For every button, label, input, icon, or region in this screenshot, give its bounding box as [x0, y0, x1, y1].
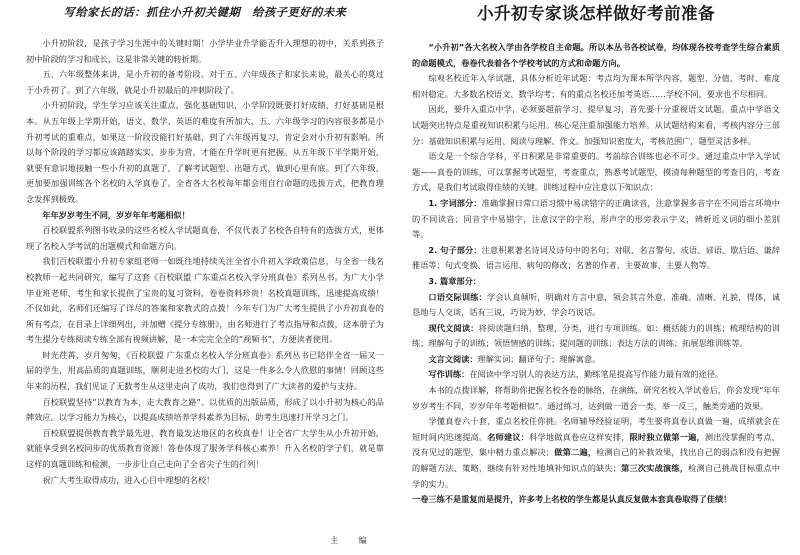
- section-passages-heading: 3. 篇章部分：: [428, 275, 481, 286]
- right-column: [412, 40, 780, 508]
- left-paragraph: 百校联盟坚持“以教育为本，走大教育之路”。以优质的出版品质，形成了以小升初为核心的品牌效应。以学习能力为核心，以提高成绩培养学科素养为目标，助考生迅速打开学习之门。: [26, 396, 384, 423]
- left-paragraph: 祝广大考生取得成功，进入心目中理想的名校！: [42, 474, 215, 485]
- modern-reading-text: 将阅读题归纳，整理，分类，进行专项训练。如：概括能力的训练；梳理结构的训练；理解句子的训练；领悟情感的训练；提问题的训练；表达方法的训练；拓展思维训练等。: [412, 322, 780, 349]
- section-words-heading: 1. 字词部分：: [428, 197, 482, 208]
- oral-training-heading: 口语交际训练：: [428, 291, 488, 302]
- right-lead-paragraph: “小升初”各大名校入学由各学校自主命题。所以本丛书各校试卷，均体现各校考查学生综合素质的命题模式，卷卷代表着各个学校考试的方式和命题方向。: [412, 42, 780, 68]
- classical-reading: [412, 352, 780, 368]
- section-words: [412, 196, 780, 243]
- advice-text-1: 测出没掌握的考点，没有见过的题型，集中精力重点解决；: [412, 431, 780, 458]
- advice-intro: 学懂真卷六十套，重点名校任你挑。名师辅导经验证明，考生要将真卷认真做一遍，成绩就会在短时间内迅速提高。: [412, 416, 780, 442]
- closing-statement: 一卷三练不是重复而是提升，许多考上名校的学生都是认真反复做本套真卷取得了佳绩！: [412, 494, 732, 505]
- left-paragraph: 我们百校联盟小升初专家组老师一如既往地持续关注全省小升初入学政策信息，与全省一线名校教师一起共同研究，编写了这套《百校联盟 广东重点名校入学分班真卷》系列丛书。为广大小学毕业班老师、考生和家长提供了宝贵的复习资料，卷卷资料珍贵！名校真题训练，迅速提高成绩！不仅如此，名师们还编写了详尽的答案和家教式的点拨！今年专门为广大考生提供了小升初真卷的所有考点，在目录上详细列出，并加赠《提分专练册》，由名师进行了考点指导和点拨，这本册子为考生提分专练阅读专练全部有视频讲解，是一本完完全全的“视频书”，方便读者使用。: [26, 256, 384, 345]
- left-paragraph: 五、六年级整体来讲，是小升初的备考阶段。对于五、六年级孩子和家长来说，最关心的莫过于小升初了。到了六年级，就是小升初最后的冲刺阶段了。: [26, 69, 384, 95]
- left-paragraph: 小升初阶段，是孩子学习生涯中的关键时期！小学毕业升学能否升入理想的初中，关系到孩子初中阶段的学习和成长，这是非常关键的转折期。: [26, 38, 384, 64]
- advice-step-1: 限时独立做第一遍，: [629, 431, 705, 442]
- classical-reading-text: 理解实词；翻译句子；理解寓意。: [477, 353, 601, 364]
- left-paragraph: 百校联盟系列图书收录的这些名校入学试题真卷，不仅代表了名校各自特有的选拔方式，更体现了名校入学考试的出题模式和命题方向。: [26, 225, 384, 251]
- writing-training-heading: 写作训练：: [428, 369, 470, 380]
- section-sentences: [412, 243, 780, 274]
- writing-training-text: 在阅读中学习别人的表达方法，勤练笔是提高写作能力最有效的途径。: [469, 369, 724, 380]
- left-paragraph: 百校联盟提供教育教学最先进、教育最发达地区的名校真卷！让全省广大学生从小升初开始，就能享受到名校同步的优质教育资源！答卷体现了服务学科核心素养！升入名校的学子们，就是靠这样的真题训练和检测，一步步让自己走向了全省尖子生的行列！: [26, 427, 384, 470]
- advice-step-2: 做第二遍，: [554, 447, 597, 458]
- modern-reading-heading: 现代文阅读：: [428, 322, 479, 333]
- right-paragraph: 本书的点拨详解，将帮助你把握名校各卷的脉络，在演练，研究名校入学试卷后，你会发现“年年岁岁考生不同，岁岁年年考题相似”。通过练习，达到做一道会一类，举一反三，触类旁通的效果。: [412, 385, 780, 411]
- left-paragraph: 时光荏苒，岁月匆匆，《百校联盟 广东重点名校入学分班真卷》系列丛书已陪伴全省一届又一届的学生，用高品质的真题训练，顺利走进名校的大门，这是一件多么令人欣慰的事情！回顾这些年来的历程，我们见证了无数考生从这里走向了成功，我们也得到了广大读者的爱护与支持。: [26, 349, 384, 392]
- classical-reading-heading: 文言文阅读：: [428, 353, 478, 364]
- right-paragraph: 因此，要升入重点中学，必须要超前学习、提早复习，首先要十分重视语文试题。重点中学语文试题突出特点是重视知识积累与运用。核心是注重加强能力培养。从试题结构来看，考核内容分三部分：基础知识积累与运用、阅读与理解、作文。加强知识密度大，考核范围广，题型灵活多样。: [412, 104, 780, 146]
- practice-advice: [412, 414, 780, 492]
- section-words-text: 准确掌握日常口语习惯中易读错字的正确读音，注意掌握多音字在不同语言环境中的不同读音；同音字中易错字，注意汉字的字形，形声字的形旁表示字义，辨析近义词的细小差别等。: [412, 197, 780, 240]
- oral-training: [412, 290, 780, 321]
- advice-text-0: 科学地做真卷应这样安排，: [529, 431, 630, 442]
- advice-text-3: 检测自己挑战目标重点中学的实力。: [412, 463, 780, 489]
- section-sentences-text: 注意积累著名诗词及诗句中的名句；对联、名言警句、成语、谚语、歇后语、谦辞雅语等；句式变换、语言运用、病句的修改；名著的作者、主要故事、主要人物等。: [412, 244, 780, 271]
- advice-label: 名师建议：: [487, 431, 530, 442]
- right-paragraph: 语文是一个综合学科，平日积累是非常重要的。考前综合训练也必不可少。通过重点中学入学试题——真卷的训练，可以掌握考试题型，考查重点，熟悉考试题型，摸清每种题型的考查目的，考查方式，是我们考试取得佳绩的关键。训练过程中应注意以下知识点：: [412, 151, 780, 193]
- modern-reading: [412, 321, 780, 352]
- section-passages: [412, 274, 780, 290]
- left-paragraph: 小升初阶段，学生学习应该关注重点，强化基础知识，小学阶段既要打好成绩，打好基础是根本。从五年级上学期开始，语文、数学、英语的难度有所加大，五、六年级学习的内容很多都是小升初考试的重难点，如果这一阶段没能打好基础，到了六年级再复习，肯定会对小升初有影响。所以每个阶段的学习都应该踏踏实实，步步为营，才能在升学时更有把握。从五年级下半学期开始，就要有意识地接触一些小升初的真题了，了解考试题型、出题方式，做到心里有底。到了六年级，更加要加强训练各个名校的入学真卷了。全省各大名校每年都会用自行命题的选拔方式，把教育理念发挥到极致。: [26, 100, 384, 204]
- left-bold-heading: 年年岁岁考生不同，岁岁年年考题相似！: [42, 209, 190, 220]
- editor-signature: 主 编: [330, 535, 373, 545]
- right-paragraph: 综观名校近年入学试题，具体分析近年试题：考点均为课本所学内容，题型、分值、考时、难度相对稳定。大多数名校语文、数学均考；有的重点名校还加考英语……学校不同，要求也不尽相同。: [412, 73, 780, 99]
- section-sentences-heading: 2. 句子部分：: [428, 244, 482, 255]
- advice-text-2: 检测自己的补救效果，找出自己的弱点和没有把握的解题方法、策略，继续有针对性地填补知识点的缺失；: [412, 447, 780, 474]
- right-column-title: 小升初专家谈怎样做好考前准备: [477, 4, 715, 23]
- advice-step-3: 第三次实战演练，: [621, 463, 689, 474]
- left-column: [26, 36, 384, 488]
- oral-training-text: 学会认真倾听，明确对方言中意，领会其言外意，准确、清晰、礼貌，得体，诚恳地与人交谈，话有三说，巧说为妙，学会巧说话。: [412, 291, 780, 318]
- writing-training: [412, 367, 780, 383]
- left-column-title: 写给家长的话：抓住小升初关键期 给孩子更好的未来: [63, 5, 347, 19]
